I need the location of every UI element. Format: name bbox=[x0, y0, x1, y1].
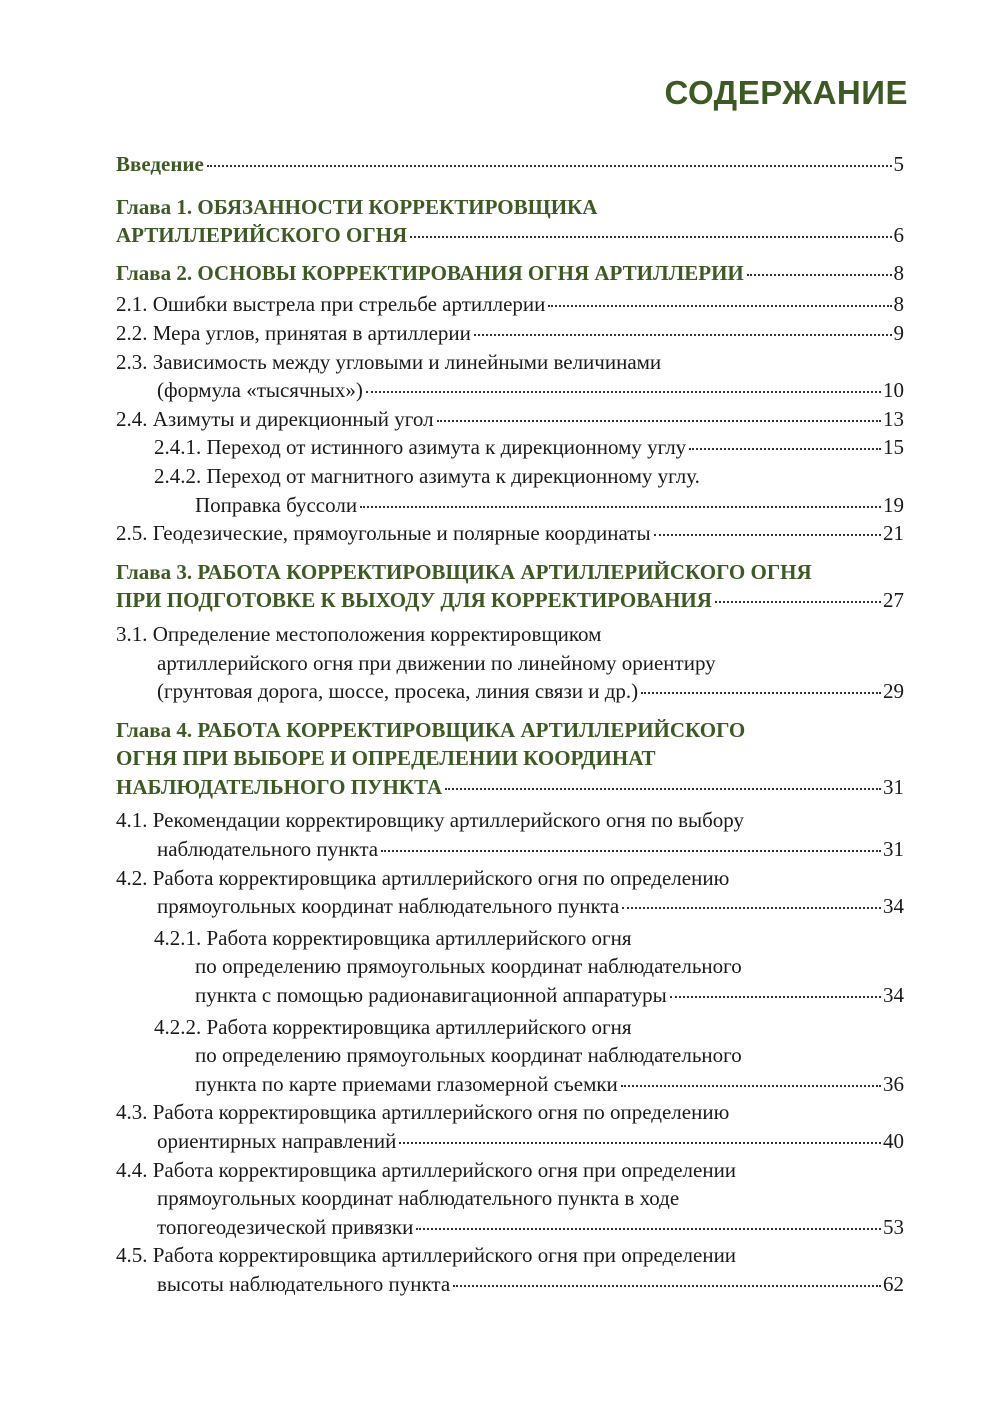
page-title: СОДЕРЖАНИЕ bbox=[664, 74, 908, 111]
page-number: 21 bbox=[883, 521, 904, 546]
toc-entry[interactable] bbox=[116, 558, 904, 615]
toc-entry-text: 4.1. Рекомендации корректировщику артиллерийского огня по выбору bbox=[116, 808, 745, 833]
page-number: 8 bbox=[893, 292, 904, 317]
toc-entry-text: 3.1. Определение местоположения корректировщиком bbox=[116, 621, 602, 646]
toc-entry-text: высоты наблюдательного пункта bbox=[157, 1271, 451, 1296]
toc-entry-text: Глава 3. РАБОТА КОРРЕКТИРОВЩИКА АРТИЛЛЕРИЙСКОГО ОГНЯ bbox=[116, 559, 812, 584]
dot-leader bbox=[621, 1085, 881, 1087]
page-number: 31 bbox=[883, 837, 904, 862]
dot-leader bbox=[366, 391, 881, 393]
toc-entry[interactable] bbox=[116, 150, 904, 179]
toc-entry-text: 4.2.1. Работа корректировщика артиллерийского огня bbox=[154, 925, 632, 950]
page-number: 15 bbox=[883, 435, 904, 460]
toc-entry-text: 4.4. Работа корректировщика артиллерийского огня при определении bbox=[116, 1157, 737, 1182]
page-number: 34 bbox=[883, 983, 904, 1008]
toc-entry[interactable] bbox=[116, 1241, 904, 1298]
dot-leader bbox=[416, 1228, 881, 1230]
toc-entry-text: 4.5. Работа корректировщика артиллерийского огня при определении bbox=[116, 1243, 737, 1268]
toc-entry-text: по определению прямоугольных координат наблюдательного bbox=[195, 954, 742, 979]
page-number: 13 bbox=[883, 406, 904, 431]
toc-entry[interactable] bbox=[116, 259, 904, 288]
page-number: 40 bbox=[883, 1129, 904, 1153]
page-number: 10 bbox=[883, 378, 904, 403]
page-number: 8 bbox=[893, 260, 904, 285]
page-number: 53 bbox=[883, 1214, 904, 1239]
dot-leader bbox=[453, 1285, 881, 1287]
toc-entry-text: ОГНЯ ПРИ ВЫБОРЕ И ОПРЕДЕЛЕНИИ КООРДИНАТ bbox=[116, 746, 656, 771]
toc-entry[interactable] bbox=[116, 433, 904, 462]
toc-entry-text: 2.5. Геодезические, прямоугольные и полярные координаты bbox=[116, 521, 651, 546]
toc-entry-text: наблюдательного пункта bbox=[157, 837, 379, 862]
toc-entry-text: пункта по карте приемами глазомерной съемки bbox=[195, 1071, 618, 1096]
dot-leader bbox=[689, 448, 881, 450]
toc-entry-text: 2.4. Азимуты и дирекционный угол bbox=[116, 406, 434, 431]
page-number: 31 bbox=[883, 774, 904, 799]
toc-entry-text: 2.1. Ошибки выстрела при стрельбе артиллерии bbox=[116, 292, 546, 317]
toc-entry-text: Глава 1. ОБЯЗАННОСТИ КОРРЕКТИРОВЩИКА bbox=[116, 194, 598, 219]
dot-leader bbox=[410, 236, 891, 238]
toc-entry[interactable] bbox=[116, 620, 904, 706]
toc-entry-text: ориентирных направлений bbox=[157, 1129, 397, 1153]
toc-entry-text: Введение bbox=[116, 152, 204, 176]
toc-entry-text: 4.2.2. Работа корректировщика артиллерийского огня bbox=[154, 1014, 632, 1039]
toc-entry-text: прямоугольных координат наблюдательного пункта bbox=[157, 894, 620, 919]
toc-entry-text: пункта с помощью радионавигационной аппаратуры bbox=[195, 983, 667, 1008]
toc-entry-text: 2.4.2. Переход от магнитного азимута к дирекционному углу. bbox=[154, 463, 700, 488]
dot-leader bbox=[747, 274, 892, 276]
dot-leader bbox=[399, 1142, 881, 1144]
toc-entry-text: Глава 2. ОСНОВЫ КОРРЕКТИРОВАНИЯ ОГНЯ АРТИЛЛЕРИИ bbox=[116, 260, 744, 285]
toc-entry-text: 4.3. Работа корректировщика артиллерийского огня по определению bbox=[116, 1100, 730, 1125]
toc-entry[interactable] bbox=[116, 405, 904, 434]
dot-leader bbox=[670, 996, 881, 998]
toc-entry-text: Поправка буссоли bbox=[195, 492, 358, 517]
table-of-contents bbox=[116, 150, 904, 1299]
dot-leader bbox=[437, 420, 881, 422]
toc-entry[interactable] bbox=[116, 716, 904, 802]
toc-entry-text: прямоугольных координат наблюдательного пункта в ходе bbox=[157, 1186, 680, 1211]
toc-entry[interactable] bbox=[116, 348, 904, 405]
page-number: 29 bbox=[883, 679, 904, 704]
toc-entry-text: топогеодезической привязки bbox=[157, 1214, 414, 1239]
dot-leader bbox=[360, 506, 881, 508]
dot-leader bbox=[715, 601, 881, 603]
toc-entry[interactable] bbox=[116, 519, 904, 548]
toc-entry-text: АРТИЛЛЕРИЙСКОГО ОГНЯ bbox=[116, 223, 408, 248]
toc-entry-text: 4.2. Работа корректировщика артиллерийского огня по определению bbox=[116, 865, 730, 890]
toc-entry[interactable] bbox=[116, 319, 904, 348]
toc-entry-text: 2.3. Зависимость между угловыми и линейными величинами bbox=[116, 349, 662, 374]
toc-entry-text: (грунтовая дорога, шоссе, просека, линия связи и др.) bbox=[157, 679, 639, 704]
dot-leader bbox=[445, 788, 881, 790]
dot-leader bbox=[474, 334, 892, 336]
page-number: 19 bbox=[883, 492, 904, 517]
page-number: 36 bbox=[883, 1071, 904, 1096]
toc-entry-text: Глава 4. РАБОТА КОРРЕКТИРОВЩИКА АРТИЛЛЕРИЙСКОГО bbox=[116, 717, 746, 742]
page-number: 27 bbox=[883, 588, 904, 613]
toc-entry[interactable] bbox=[116, 462, 904, 519]
toc-entry-text: ПРИ ПОДГОТОВКЕ К ВЫХОДУ ДЛЯ КОРРЕКТИРОВАНИЯ bbox=[116, 588, 712, 613]
dot-leader bbox=[548, 305, 891, 307]
toc-entry-text: по определению прямоугольных координат наблюдательного bbox=[195, 1043, 742, 1068]
toc-entry-text: артиллерийского огня при движении по линейному ориентиру bbox=[157, 650, 716, 675]
page-number: 9 bbox=[893, 320, 904, 345]
toc-entry[interactable] bbox=[116, 1156, 904, 1242]
toc-entry-text: НАБЛЮДАТЕЛЬНОГО ПУНКТА bbox=[116, 774, 443, 799]
toc-entry[interactable] bbox=[116, 924, 904, 1010]
toc-entry[interactable] bbox=[116, 290, 904, 319]
page-number: 6 bbox=[893, 223, 904, 248]
dot-leader bbox=[654, 534, 881, 536]
toc-entry[interactable] bbox=[116, 1013, 904, 1099]
toc-entry-text: 2.4.1. Переход от истинного азимута к дирекционному углу bbox=[154, 435, 687, 460]
toc-entry-text: (формула «тысячных») bbox=[157, 378, 363, 403]
dot-leader bbox=[622, 907, 881, 909]
page-number: 34 bbox=[883, 894, 904, 919]
toc-entry[interactable] bbox=[116, 193, 904, 250]
toc-entry[interactable] bbox=[116, 806, 904, 863]
dot-leader bbox=[641, 692, 881, 694]
toc-entry[interactable] bbox=[116, 864, 904, 921]
toc-entry-text: 2.2. Мера углов, принятая в артиллерии bbox=[116, 320, 471, 345]
toc-entry[interactable] bbox=[116, 1098, 904, 1155]
dot-leader bbox=[381, 850, 881, 852]
page-number: 62 bbox=[883, 1271, 904, 1296]
dot-leader bbox=[207, 165, 892, 167]
page-number: 5 bbox=[893, 152, 904, 176]
